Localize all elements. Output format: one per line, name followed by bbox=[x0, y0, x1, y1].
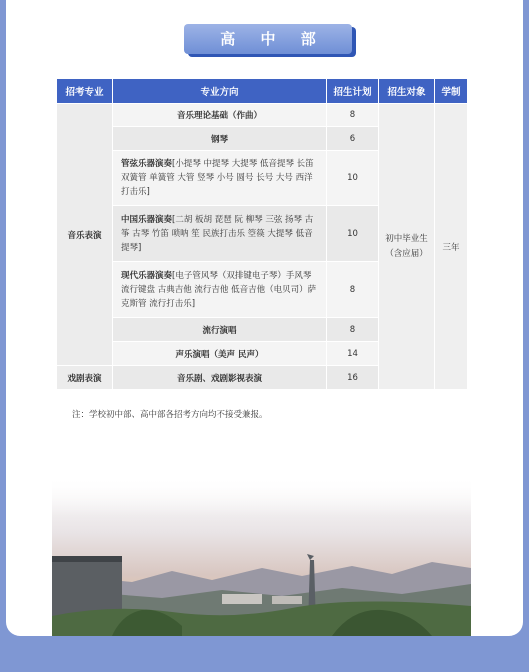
direction-cell: 流行演唱 bbox=[113, 318, 327, 342]
direction-category: 管弦乐器演奏 bbox=[121, 159, 173, 169]
direction-category: 中国乐器演奏 bbox=[121, 214, 173, 225]
header-duration: 学制 bbox=[435, 79, 468, 104]
section-title-text: 高 中 部 bbox=[184, 24, 352, 54]
direction-cell bbox=[113, 151, 327, 206]
duration-cell: 三年 bbox=[435, 104, 468, 390]
plan-cell: 8 bbox=[327, 104, 379, 127]
direction-cell: 音乐理论基础（作曲） bbox=[113, 104, 327, 127]
direction-category: 现代乐器演奏 bbox=[121, 270, 173, 281]
plan-cell: 10 bbox=[327, 151, 379, 206]
table-header-row bbox=[57, 79, 468, 104]
plan-cell: 14 bbox=[327, 342, 379, 366]
table-row bbox=[57, 104, 468, 127]
plan-cell: 16 bbox=[327, 366, 379, 390]
plan-cell: 8 bbox=[327, 318, 379, 342]
plan-cell: 6 bbox=[327, 127, 379, 151]
group-music: 音乐表演 bbox=[57, 104, 113, 366]
direction-cell: 钢琴 bbox=[113, 127, 327, 151]
campus-landscape-image bbox=[52, 476, 471, 636]
group-drama: 戏剧表演 bbox=[57, 366, 113, 390]
header-plan: 招生计划 bbox=[327, 79, 379, 104]
header-target: 招生对象 bbox=[379, 79, 435, 104]
plan-cell: 8 bbox=[327, 262, 379, 318]
header-major: 招考专业 bbox=[57, 79, 113, 104]
direction-cell bbox=[113, 262, 327, 318]
direction-detail: [小提琴 中提琴 大提琴 低音提琴 长笛 双簧管 单簧管 大管 竖琴 小号 圆号 长号 大号 西洋打击乐] bbox=[121, 159, 314, 197]
direction-detail: [电子管风琴（双排键电子琴）手风琴 流行键盘 古典吉他 流行吉他 低音吉他（电贝司）萨克斯管 流行打击乐] bbox=[121, 270, 317, 309]
target-text: 初中毕业生（含应届） bbox=[385, 233, 428, 259]
direction-cell bbox=[113, 206, 327, 262]
direction-cell: 音乐剧、戏剧影视表演 bbox=[113, 366, 327, 390]
campus-photo bbox=[52, 476, 471, 636]
direction-detail: [二胡 板胡 琵琶 阮 柳琴 三弦 扬琴 古筝 古琴 竹笛 唢呐 笙 民族打击乐 箜篌 大提琴 低音提琴] bbox=[121, 214, 314, 253]
target-cell bbox=[379, 104, 435, 390]
header-direction: 专业方向 bbox=[113, 79, 327, 104]
plan-cell: 10 bbox=[327, 206, 379, 262]
direction-cell: 声乐演唱（美声 民声） bbox=[113, 342, 327, 366]
section-title bbox=[184, 24, 356, 57]
admissions-table bbox=[56, 78, 468, 390]
footnote: 注：学校初中部、高中部各招考方向均不接受兼报。 bbox=[72, 410, 268, 420]
